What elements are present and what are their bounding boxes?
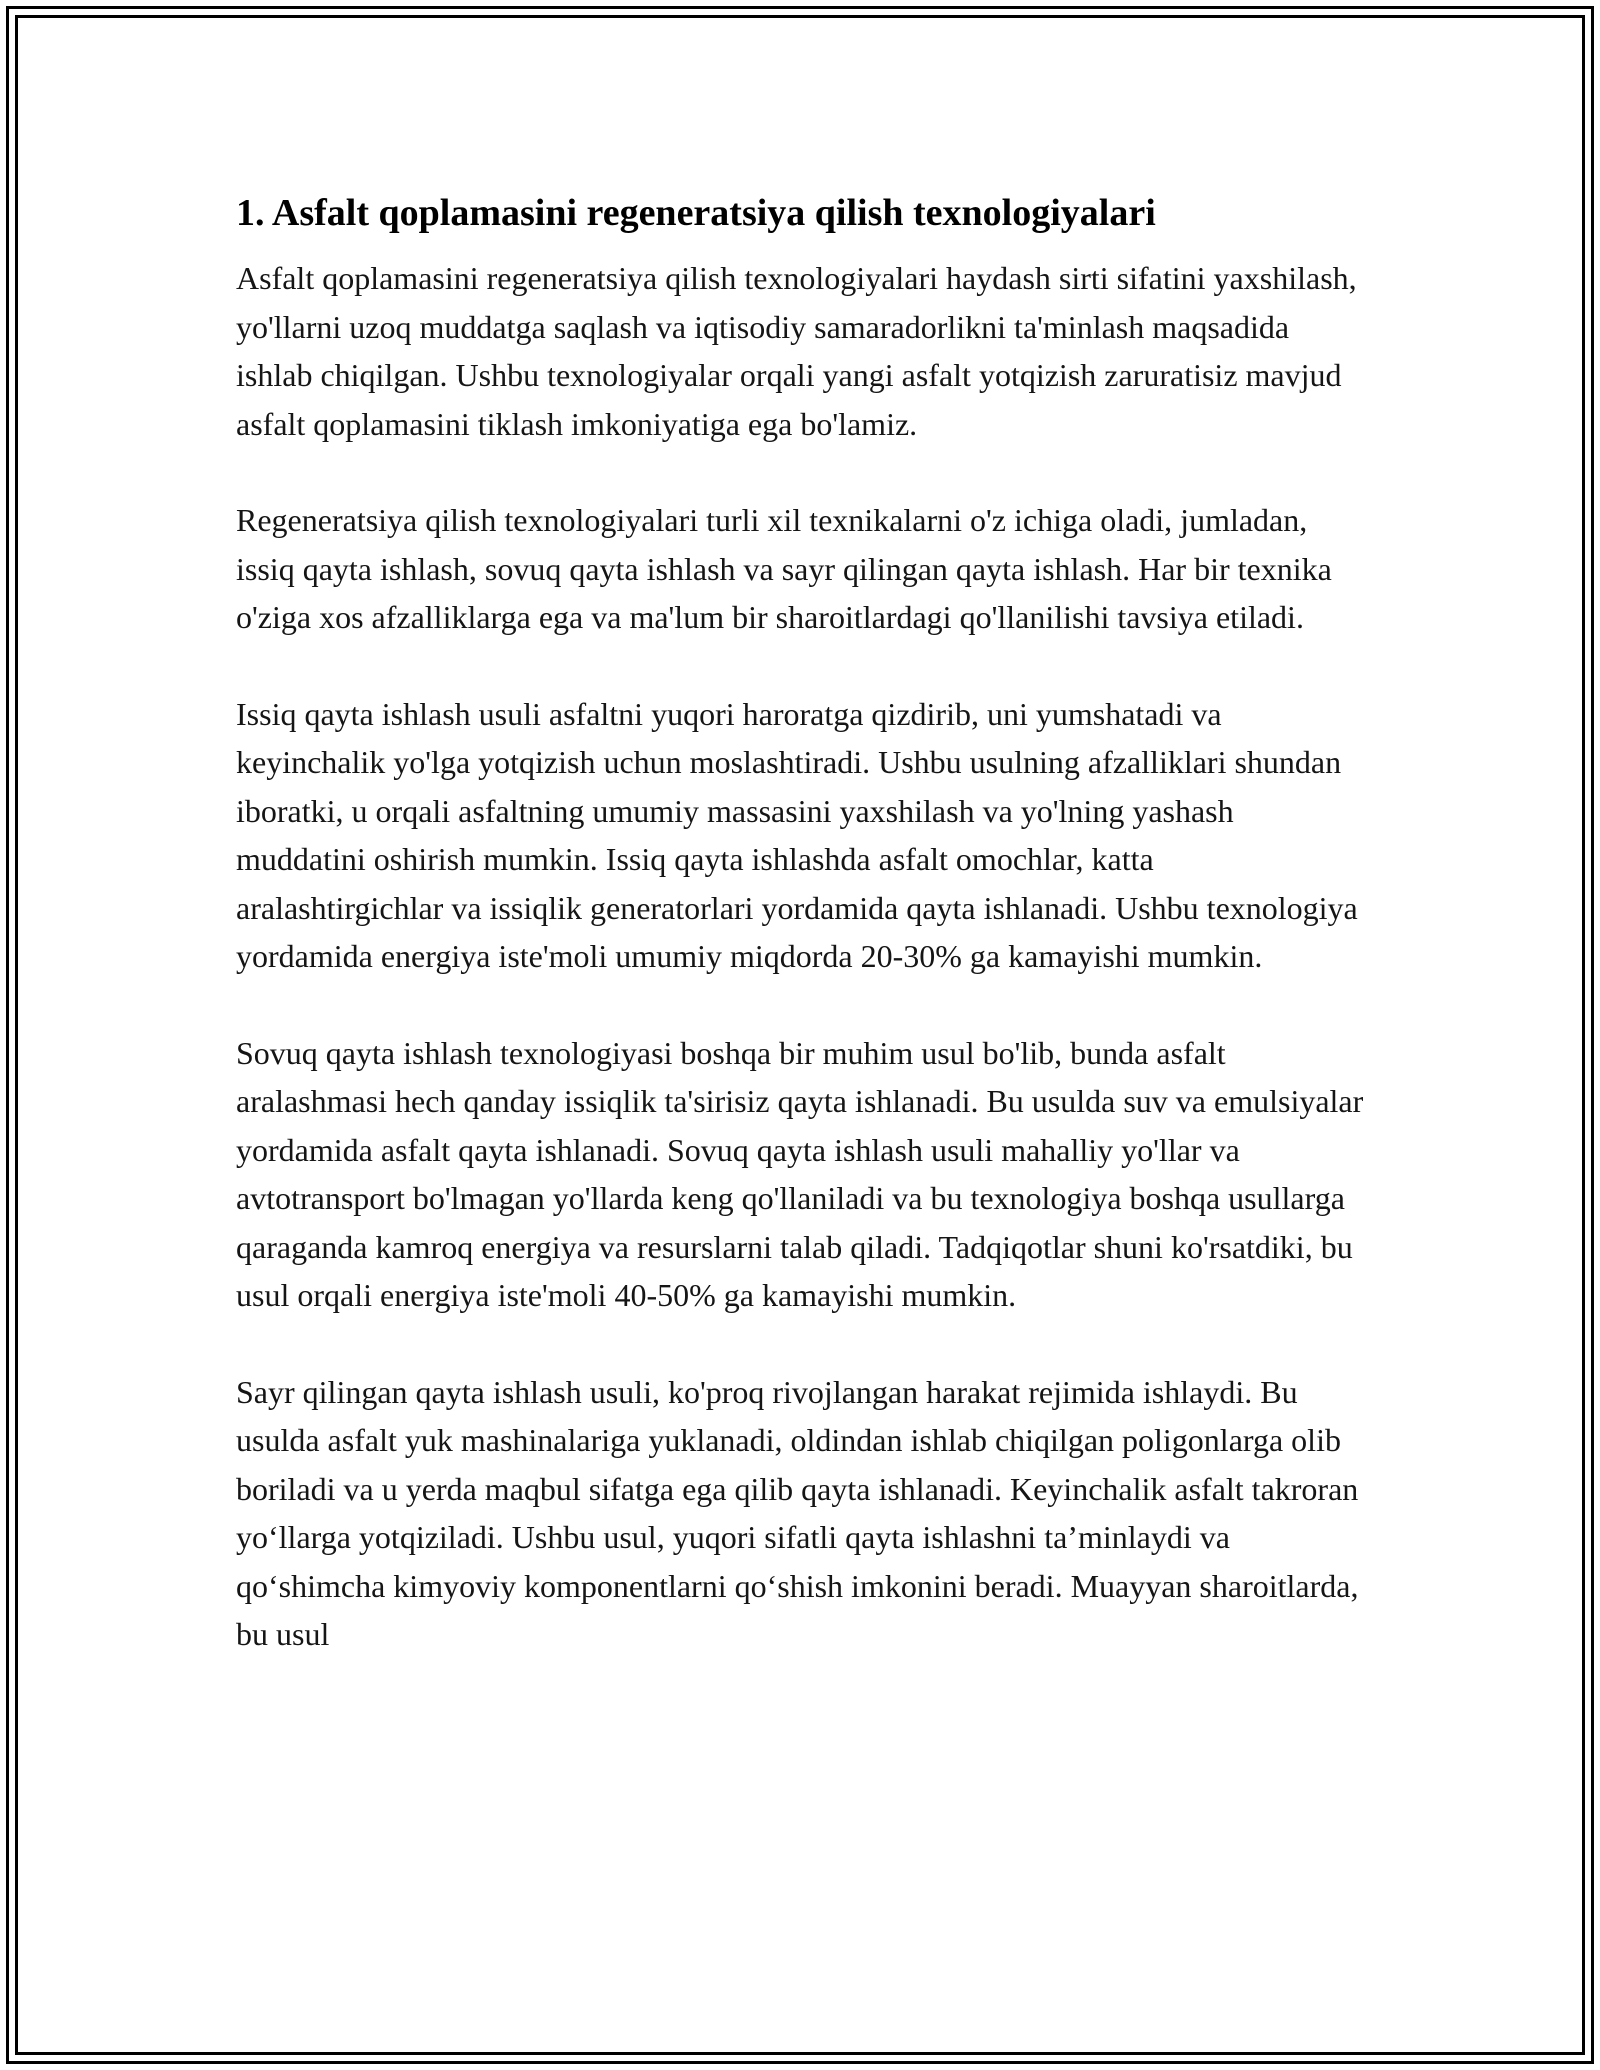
paragraph-hot-recycling: Issiq qayta ishlash usuli asfaltni yuqori haroratga qizdirib, uni yumshatadi va keyinchalik yo'lga yotqizish uchun moslashtiradi. Ushbu usulning afzalliklari shundan iboratki, u orqali asfaltning umumiy massasini yaxshilash va yo'lning yashash muddatini oshirish mumkin. Issiq qayta ishlashda asfalt omochlar, katta aralashtirgichlar va issiqlik generatorlari yordamida qayta ishlanadi. Ushbu texnologiya yordamida energiya iste'moli umumiy miqdorda 20-30% ga kamayishi mumkin.: [236, 695, 1358, 974]
document-title: 1. Asfalt qoplamasini regeneratsiya qilish texnologiyalari: [236, 192, 1156, 234]
paragraph-cold-recycling: Sovuq qayta ishlash texnologiyasi boshqa bir muhim usul bo'lib, bunda asfalt aralashmasi hech qanday issiqlik ta'sirisiz qayta ishlanadi. Bu usulda suv va emulsiyalar yordamida asfalt qayta ishlanadi. Sovuq qayta ishlash usuli mahalliy yo'llar va avtotransport bo'lmagan yo'llarda keng qo'llaniladi va bu texnologiya boshqa usullarga qaraganda kamroq energiya va resurslarni talab qiladi. Tadqiqotlar shuni ko'rsatdiki, bu usul orqali energiya iste'moli 40-50% ga kamayishi mumkin.: [236, 1034, 1364, 1313]
paragraph-intro: Asfalt qoplamasini regeneratsiya qilish texnologiyalari haydash sirti sifatini yaxshilash, yo'llarni uzoq muddatga saqlash va iqtisodiy samaradorlikni ta'minlash maqsadida ishlab chiqilgan. Ushbu texnologiyalar orqali yangi asfalt yotqizish zaruratisiz mavjud asfalt qoplamasini tiklash imkoniyatiga ega bo'lamiz.: [236, 260, 1357, 442]
paragraph-techniques: Regeneratsiya qilish texnologiyalari turli xil texnikalarni o'z ichiga oladi, jumladan, issiq qayta ishlash, sovuq qayta ishlash va sayr qilingan qayta ishlash. Har bir texnika o'ziga xos afzalliklarga ega va ma'lum bir sharoitlardagi qo'llanilishi tavsiya etiladi.: [236, 502, 1332, 635]
paragraph-plant-recycling: Sayr qilingan qayta ishlash usuli, ko'proq rivojlangan harakat rejimida ishlaydi. Bu usulda asfalt yuk mashinalariga yuklanadi, oldindan ishlab chiqilgan poligonlarga olib boriladi va u yerda maqbul sifatga ega qilib qayta ishlanadi. Keyinchalik asfalt takroran yo‘llarga yotqiziladi. Ushbu usul, yuqori sifatli qayta ishlashni ta’minlaydi va qo‘shimcha kimyoviy komponentlarni qo‘shish imkonini beradi. Muayyan sharoitlarda, bu usul: [236, 1373, 1359, 1652]
document-body: [236, 186, 1366, 1707]
